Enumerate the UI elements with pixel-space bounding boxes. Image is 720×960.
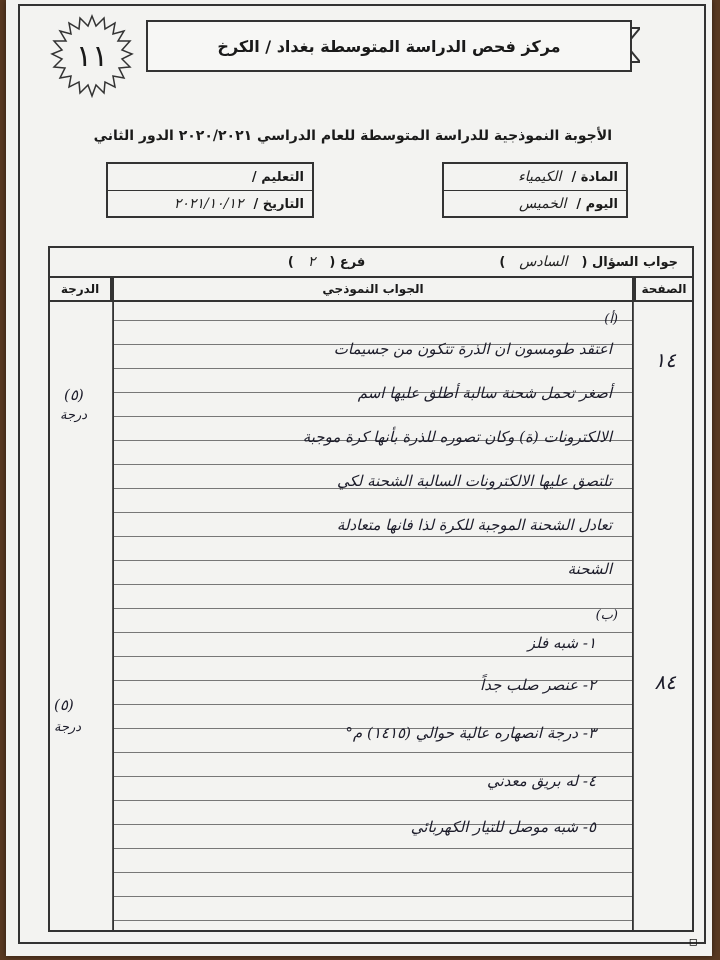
answer-header-row [48, 246, 694, 276]
question-value: السادس [519, 254, 568, 270]
ruled-line [114, 416, 632, 417]
ruled-line [114, 560, 632, 561]
answer-line: تعادل الشحنة الموجبة للكرة لذا فانها متعادلة [336, 516, 612, 534]
answer-line: ١- شبه فلز [527, 634, 596, 652]
answer-line: ٣- درجة انصهاره عالية حوالي (١٤١٥) م° [345, 724, 596, 742]
branch-close: ) [287, 254, 294, 270]
exam-header: الأجوبة النموذجية للدراسة المتوسطة للعام الدراسي ٢٠٢٠/٢٠٢١ الدور الثاني [93, 128, 612, 144]
date-label: التاريخ / [253, 196, 304, 212]
answer-line: أصغر تحمل شحنة سالبة أطلق عليها اسم [357, 384, 612, 402]
ruled-line [114, 656, 632, 657]
education-label: التعليم / [251, 169, 304, 185]
answer-line: تلتصق عليها الالكترونات السالبة الشحنة لكي [337, 472, 612, 490]
ruled-line [114, 704, 632, 705]
answer-line: ٤- له بريق معدني [486, 772, 596, 790]
subject-label: المادة / [571, 169, 618, 185]
ruled-line [114, 368, 632, 369]
center-title-banner [146, 20, 632, 72]
banner-title: مركز فحص الدراسة المتوسطة بغداد / الكرخ [217, 36, 561, 56]
day-value: الخميس [519, 196, 567, 212]
page-number: ١١ [75, 38, 109, 74]
grade-mark-b: (٥) [54, 696, 74, 714]
page-mark-b: ٨٤ [654, 670, 676, 694]
question-label: جواب السؤال ( [581, 254, 678, 270]
ruled-line [114, 512, 632, 513]
branch-value: ٢ [307, 254, 316, 270]
page-column-header: الصفحة [634, 278, 692, 302]
date-row [108, 191, 312, 217]
question-close: ) [499, 254, 506, 270]
ruled-line [114, 608, 632, 609]
page-number-stamp [50, 14, 134, 98]
page-mark-a: ١٤ [654, 348, 676, 372]
answer-line: ٢- عنصر صلب جداً [480, 676, 596, 694]
branch-label: فرع ( [329, 254, 366, 270]
grade-mark-a-unit: درجة [60, 408, 88, 423]
ruled-line [114, 752, 632, 753]
ruled-line [114, 632, 632, 633]
grade-mark-b-unit: درجة [54, 720, 82, 735]
ruled-line [114, 464, 632, 465]
ruled-line [114, 848, 632, 849]
answer-table [48, 276, 694, 932]
ruled-line [114, 536, 632, 537]
education-date-box [106, 162, 314, 218]
answer-line: الشحنة [567, 560, 612, 578]
grade-column-header: الدرجة [50, 278, 112, 302]
ruled-line [114, 800, 632, 801]
ruled-line [114, 320, 632, 321]
grade-column [50, 278, 114, 930]
page-column [632, 278, 692, 930]
ruled-line [114, 920, 632, 921]
ruled-line [114, 872, 632, 873]
answer-line: (ب) [595, 608, 618, 623]
ruled-line [114, 584, 632, 585]
date-value: ٢٠٢١/١٠/١٢ [173, 196, 244, 212]
model-answer-column-header: الجواب النموذجي [112, 278, 634, 302]
corner-mark: ▫ [688, 934, 698, 950]
answer-line: ٥- شبه موصل للتيار الكهربائي [410, 818, 596, 836]
answer-line: (أ) [604, 312, 618, 327]
grade-mark-a: (٥) [64, 386, 84, 404]
subject-row [444, 164, 626, 191]
day-row [444, 191, 626, 217]
day-label: اليوم / [576, 196, 618, 212]
answer-line: اعتقد طومسون ان الذرة تتكون من جسيمات [333, 340, 612, 358]
education-row [108, 164, 312, 191]
subject-day-box [442, 162, 628, 218]
answer-line: الالكترونات (ة) وكان تصوره للذرة بأنها كرة موجبة [302, 428, 612, 446]
subject-value: الكيمياء [518, 169, 562, 185]
ruled-line [114, 896, 632, 897]
answer-sheet [6, 0, 712, 956]
